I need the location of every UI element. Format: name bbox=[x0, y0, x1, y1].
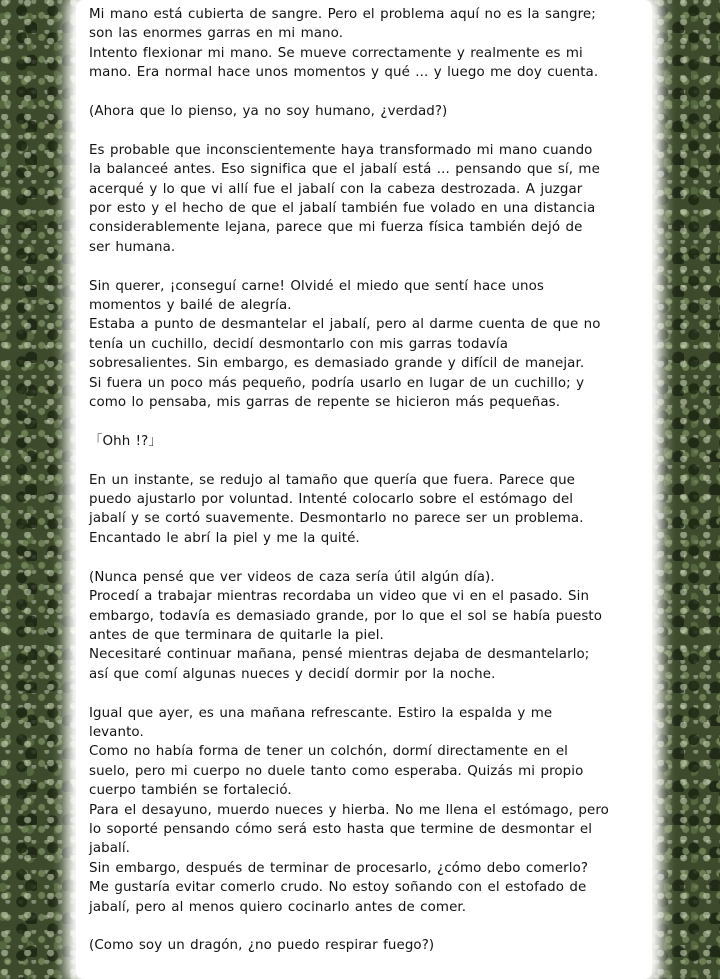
text-line: levanto. bbox=[89, 724, 144, 740]
paragraph bbox=[89, 471, 634, 549]
text-line: Sin embargo, después de terminar de procesarlo, ¿cómo debo comerlo? bbox=[89, 860, 589, 876]
text-line: Procedí a trabajar mientras recordaba un video que vi en el pasado. Sin bbox=[89, 589, 590, 605]
text-line: Encantado le abrí la piel y me la quité. bbox=[89, 530, 360, 546]
text-line: puedo ajustarlo por voluntad. Intenté colocarlo sobre el estómago del bbox=[89, 492, 574, 508]
text-line: Intento flexionar mi mano. Se mueve correctamente y realmente es mi bbox=[89, 45, 583, 61]
text-line: sobresalientes. Sin embargo, es demasiado grande y difícil de manejar. bbox=[89, 356, 585, 372]
text-line: como lo pensaba, mis garras de repente se hicieron más pequeñas. bbox=[89, 395, 561, 411]
text-line: son las enormes garras en mi mano. bbox=[89, 26, 344, 42]
text-line: mano. Era normal hace unos momentos y qué ... y luego me doy cuenta. bbox=[89, 65, 599, 81]
text-line: ser humana. bbox=[89, 239, 176, 255]
text-line: (Nunca pensé que ver videos de caza sería útil algún día). bbox=[89, 569, 495, 585]
text-line: cuerpo también se fortaleció. bbox=[89, 783, 292, 799]
story-text bbox=[89, 5, 634, 956]
text-line: momentos y bailé de alegría. bbox=[89, 298, 292, 314]
paragraph bbox=[89, 568, 634, 684]
paragraph bbox=[89, 704, 634, 917]
text-line: acerqué y lo que vi allí fue el jabalí con la cabeza destrozada. A juzgar bbox=[89, 181, 583, 197]
text-line: Necesitaré continuar mañana, pensé mientras dejaba de desmantelarlo; bbox=[89, 647, 590, 663]
text-line: Me gustaría evitar comerlo crudo. No estoy soñando con el estofado de bbox=[89, 880, 587, 896]
text-line: En un instante, se redujo al tamaño que quería que fuera. Parece que bbox=[89, 472, 576, 488]
text-line: la balanceé antes. Eso significa que el jabalí está ... pensando que sí, me bbox=[89, 162, 600, 178]
text-line: Para el desayuno, muerdo nueces y hierba. No me llena el estómago, pero bbox=[89, 802, 609, 818]
paragraph bbox=[89, 277, 634, 413]
text-line: jabalí y se cortó suavemente. Desmontarlo no parece ser un problema. bbox=[89, 511, 584, 527]
paragraph bbox=[89, 5, 634, 83]
text-line: jabalí, pero al menos quiero cocinarlo antes de comer. bbox=[89, 899, 467, 915]
paragraph bbox=[89, 102, 634, 121]
text-line: Mi mano está cubierta de sangre. Pero el problema aquí no es la sangre; bbox=[89, 7, 596, 22]
text-line: Igual que ayer, es una mañana refrescante. Estiro la espalda y me bbox=[89, 705, 553, 721]
text-line: tenía un cuchillo, decidí desmontarlo con mis garras todavía bbox=[89, 336, 509, 352]
text-line: lo soporté pensando cómo será esto hasta que termine de desmontar el bbox=[89, 821, 593, 837]
text-line: 「Ohh !?」 bbox=[89, 433, 162, 449]
paragraph bbox=[89, 141, 634, 257]
paragraph bbox=[89, 936, 634, 955]
text-line: jabalí. bbox=[89, 841, 131, 857]
text-line: embargo, todavía es demasiado grande, por lo que el sol se había puesto bbox=[89, 608, 603, 624]
text-line: así que comí algunas nueces y decidí dormir por la noche. bbox=[89, 666, 496, 682]
text-line: considerablemente lejana, parece que mi fuerza física también dejó de bbox=[89, 220, 583, 236]
text-line: suelo, pero mi cuerpo no duele tanto como esperaba. Quizás mi propio bbox=[89, 763, 584, 779]
text-line: antes de que terminara de quitarle la piel. bbox=[89, 627, 384, 643]
text-line: por esto y el hecho de que el jabalí también fue volado en una distancia bbox=[89, 201, 596, 217]
text-line: Es probable que inconscientemente haya transformado mi mano cuando bbox=[89, 142, 593, 158]
paragraph bbox=[89, 432, 634, 451]
text-line: (Ahora que lo pienso, ya no soy humano, ¿verdad?) bbox=[89, 104, 448, 120]
text-line: Sin querer, ¡conseguí carne! Olvidé el miedo que sentí hace unos bbox=[89, 278, 545, 294]
text-line: Si fuera un poco más pequeño, podría usarlo en lugar de un cuchillo; y bbox=[89, 375, 585, 391]
text-line: (Como soy un dragón, ¿no puedo respirar fuego?) bbox=[89, 938, 435, 954]
text-line: Estaba a punto de desmantelar el jabalí, pero al darme cuenta de que no bbox=[89, 317, 601, 333]
text-line: Como no había forma de tener un colchón, dormí directamente en el bbox=[89, 744, 568, 760]
